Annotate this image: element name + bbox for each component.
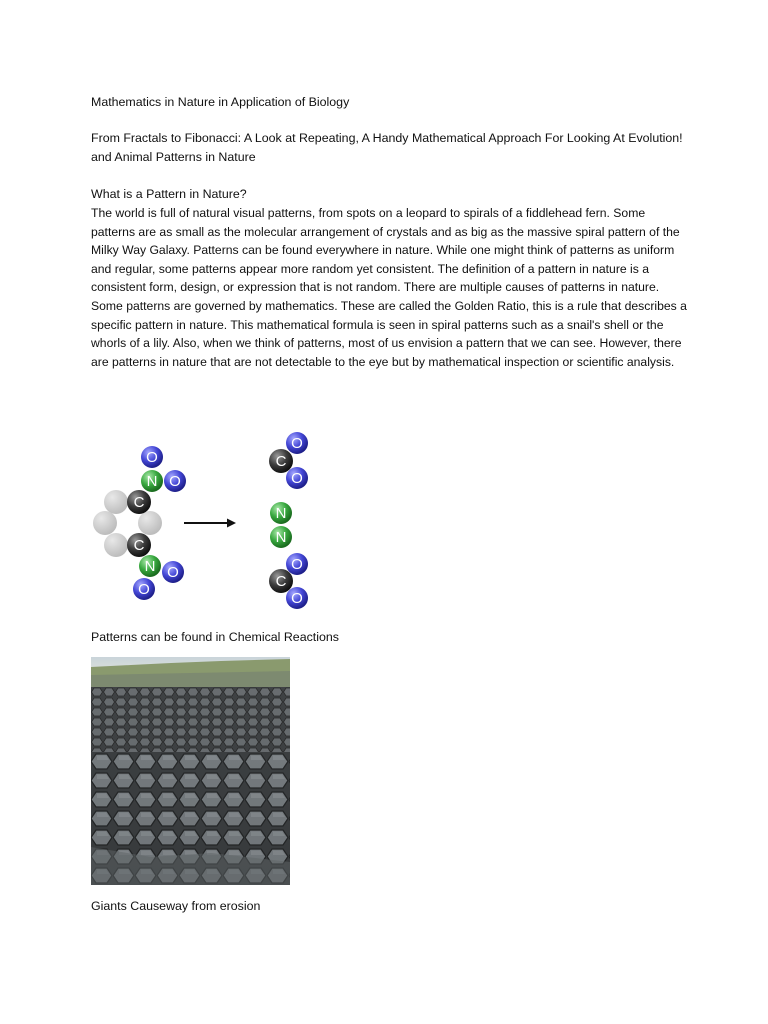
atom-label: N — [275, 529, 287, 546]
ring-atom — [93, 511, 117, 535]
atom-label: O — [138, 581, 150, 598]
atom-label: N — [144, 558, 156, 575]
atom-label: O — [169, 473, 181, 490]
atom-label: O — [291, 470, 303, 487]
atom-label: O — [291, 590, 303, 607]
atom-label: N — [275, 505, 287, 522]
atom-label: N — [146, 473, 158, 490]
ring-atom — [104, 490, 128, 514]
reaction-arrow — [184, 519, 236, 528]
section-body: The world is full of natural visual patterns, from spots on a leopard to spirals of a fiddlehead fern. Some patterns are as small as the molecular arrangement of crystals and as big as the massive spiral pattern of the Milky Way Galaxy. Patterns can be found everywhere in nature. While one might think of patterns as uniform and regular, some patterns appear more random yet consistent. The definition of a pattern in nature is a consistent form, design, or expression that is not random. There are multiple causes of patterns in nature. Some patterns are governed by mathematics. These are called the Golden Ratio, this is a rule that describes a specific pattern in nature. This mathematical formula is seen in spiral patterns such as a snail's shell or the whorls of a lily. Also, when we think of patterns, most of us envision a pattern that we can see. However, there are patterns in nature that are not detectable to the eye but by mathematical inspection or scientific analysis. — [91, 206, 687, 369]
atom-label: O — [291, 556, 303, 573]
atom-label: O — [167, 564, 179, 581]
atom-label: C — [275, 453, 287, 470]
document-title: Mathematics in Nature in Application of Biology — [91, 95, 350, 109]
atom-label: O — [291, 435, 303, 452]
chemical-reaction-figure — [86, 427, 326, 617]
causeway-figure-caption: Giants Causeway from erosion — [91, 899, 261, 913]
ring-atom — [138, 511, 162, 535]
atom-label: C — [133, 537, 145, 554]
chemical-figure-caption: Patterns can be found in Chemical Reactions — [91, 630, 339, 644]
document-subtitle: From Fractals to Fibonacci: A Look at Repeating, A Handy Mathematical Approach For Looking At Evolution! and Animal Patterns in Nature — [91, 131, 683, 164]
atom-label: C — [275, 573, 287, 590]
section-heading: What is a Pattern in Nature? — [91, 187, 247, 201]
atom-label: C — [133, 494, 145, 511]
atom-label: O — [146, 449, 158, 466]
giants-causeway-photo — [91, 657, 290, 885]
ring-atom — [104, 533, 128, 557]
